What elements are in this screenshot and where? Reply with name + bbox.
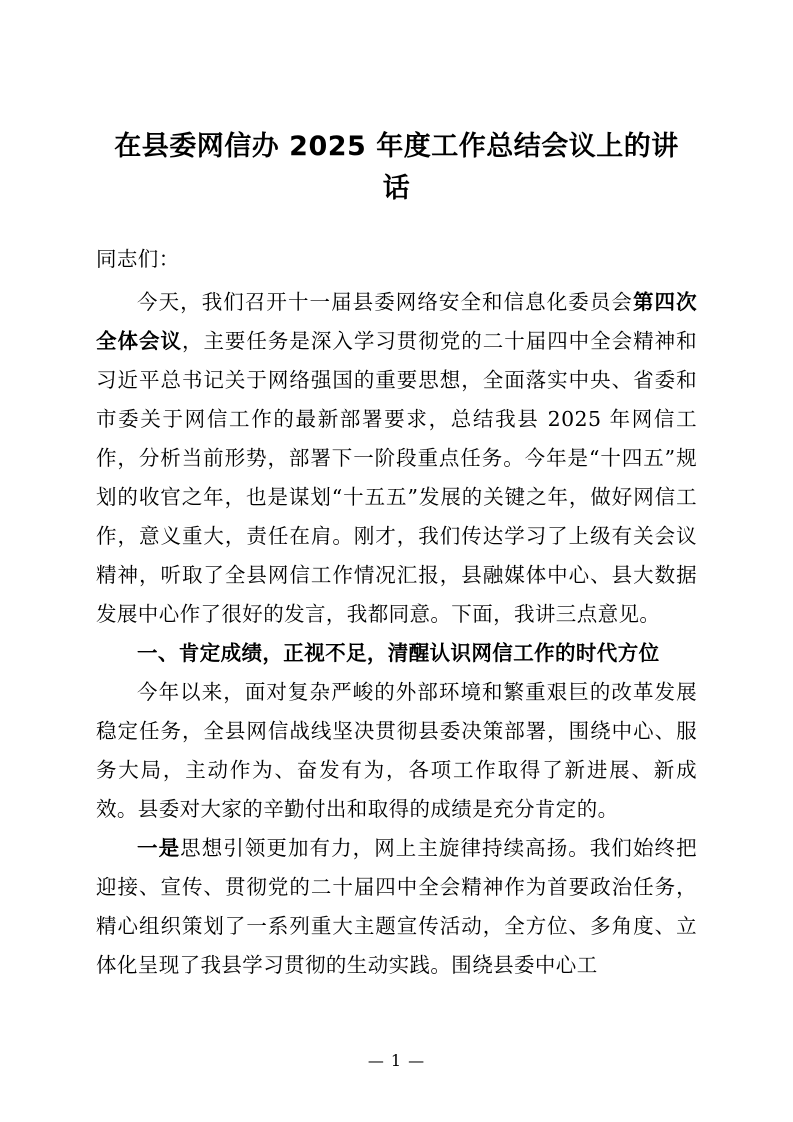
section-heading xyxy=(96,634,697,673)
emphasis-text: 一是 xyxy=(137,836,181,860)
body-paragraph xyxy=(96,283,697,634)
page-title: 在县委网信办 2025 年度工作总结会议上的讲话 xyxy=(114,131,679,204)
body-paragraph xyxy=(96,673,697,829)
page-number: — 1 — xyxy=(367,1051,426,1070)
paragraph-text: 今天，我们召开十一届县委网络安全和信息化委员会 xyxy=(137,290,633,314)
document-body xyxy=(96,283,697,985)
emphasis-text: 第四 xyxy=(632,290,677,314)
salutation: 同志们： xyxy=(96,247,180,271)
body-paragraph xyxy=(96,829,697,985)
paragraph-text: ，主要任务是深入学习贯彻党的二十届四中全会精神和习近平总书记关于网络强国的重要思想，全面落实中央、省委和市委关于网信工作的最新部署要求，总结我县 2025 年网信工作，分析当前形势，部署下一阶段重点任务。今年是“十四五”规划的收官之年，也是谋划“十五五”发展的关键之年，做好网信工作，意义重大，责任在肩。刚才，我们传达学习了上级有关会议精神，听取了全县网信工作情况汇报，县融媒体中心、县大数据发展中心作了很好的发言，我都同意。下面，我讲三点意见。 xyxy=(96,329,697,626)
paragraph-text: 思想引领更加有力，网上主旋律持续高扬。我们始终把迎接、宣传、贯彻党的二十届四中全会精神作为首要政治任务，精心组织策划了一系列重大主题宣传活动，全方位、多角度、立体化呈现了我县学习贯彻的生动实践。围绕县委中心工 xyxy=(96,836,697,977)
emphasis-text: 一、肯定成绩，正视不足，清醒认识网信工作的时代方位 xyxy=(137,641,660,665)
paragraph-text: 今年以来，面对复杂严峻的外部环境和繁重艰巨的改革发展稳定任务，全县网信战线坚决贯彻县委决策部署，围绕中心、服务大局，主动作为、奋发有为，各项工作取得了新进展、新成效。县委对大家的辛勤付出和取得的成绩是充分肯定的。 xyxy=(96,680,697,821)
emphasis-text: 次全体会议 xyxy=(96,290,697,353)
